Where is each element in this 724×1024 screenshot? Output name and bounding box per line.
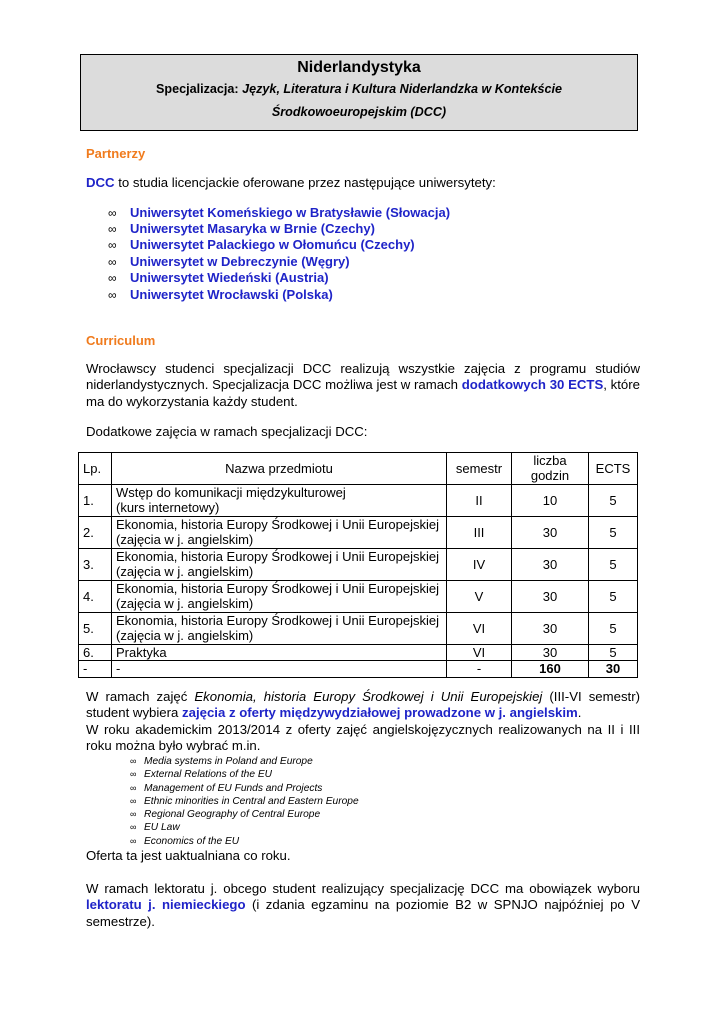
bullet-icon: ∞ xyxy=(108,221,117,236)
list-item: ∞ Economics of the EU xyxy=(130,835,240,847)
dcc-label: DCC xyxy=(86,175,115,190)
english-offer-highlight: zajęcia z oferty międzywydziałowej prowadzone w j. angielskim xyxy=(182,705,578,721)
bullet-icon: ∞ xyxy=(130,795,137,806)
title-box xyxy=(80,54,638,131)
course-name: Ekonomia, historia Europy Środkowej i Unii Europejskiej (zajęcia w j. angielskim) xyxy=(112,516,447,548)
total-hours: 160 xyxy=(512,661,589,678)
curriculum-heading: Curriculum xyxy=(86,332,156,348)
list-item: ∞ Uniwersytet w Debreczynie (Węgry) xyxy=(108,253,350,269)
academic-year-paragraph: W roku akademickim 2013/2014 z oferty zajęć angielskojęzycznych realizowanych na II i III roku można było wybrać m.in. xyxy=(86,721,640,754)
list-item: ∞ Media systems in Poland and Europe xyxy=(130,755,313,767)
bullet-icon: ∞ xyxy=(130,782,137,793)
list-item: ∞ Ethnic minorities in Central and Eastern Europe xyxy=(130,795,359,807)
partners-intro: DCC to studia licencjackie oferowane przez następujące uniwersytety: xyxy=(86,175,496,190)
table-row: 3. Ekonomia, historia Europy Środkowej i Unii Europejskiej (zajęcia w j. angielskim) IV 30 5 xyxy=(79,548,638,580)
bullet-icon: ∞ xyxy=(130,755,137,766)
language-course-paragraph: W ramach lektoratu j. obcego student realizujący specjalizację DCC ma obowiązek wyboru lektoratu j. niemieckiego (i zdania egzaminu na poziomie B2 w SPNJO najpóźniej po V semestrze). xyxy=(86,880,640,929)
list-item: ∞ Uniwersytet Palackiego w Ołomuńcu (Czechy) xyxy=(108,237,415,253)
courses-table xyxy=(78,452,638,678)
bullet-icon: ∞ xyxy=(130,822,137,833)
table-row: 2. Ekonomia, historia Europy Środkowej i Unii Europejskiej (zajęcia w j. angielskim) III 30 5 xyxy=(79,516,638,548)
total-row: - - - 160 30 xyxy=(79,661,638,678)
header-lp: Lp. xyxy=(79,452,112,484)
offer-update-note: Oferta ta jest uaktualniana co roku. xyxy=(86,848,291,864)
page-title: Niderlandystyka xyxy=(297,59,421,76)
course-name: Wstęp do komunikacji międzykulturowej (kurs internetowy) xyxy=(112,484,447,516)
header-name: Nazwa przedmiotu xyxy=(112,452,447,484)
bullet-icon: ∞ xyxy=(108,254,117,269)
table-header-row xyxy=(79,452,638,484)
bullet-icon: ∞ xyxy=(108,205,117,220)
list-item: ∞ Uniwersytet Komeńskiego w Bratysławie (Słowacja) xyxy=(108,204,451,220)
table-row: 6. Praktyka VI 30 5 xyxy=(79,644,638,661)
specialization-name-1: Język, Literatura i Kultura Niderlandzka w Kontekście xyxy=(242,82,562,96)
curriculum-paragraph: Wrocławscy studenci specjalizacji DCC realizują wszystkie zajęcia z programu studiów niderlandystycznych. Specjalizacja DCC możliwa jest w ramach dodatkowych 30 ECTS, które ma do wykorzystania każdy student. xyxy=(86,360,640,409)
specialization-name-2: Środkowoeuropejskim (DCC) xyxy=(271,105,447,119)
list-item: ∞ External Relations of the EU xyxy=(130,769,272,781)
document-page xyxy=(83,54,640,930)
english-courses-paragraph: W ramach zajęć Ekonomia, historia Europy Środkowej i Unii Europejskiej (III-VI semestr) student wybiera zajęcia z oferty międzywydziałowej prowadzone w j. angielskim. xyxy=(86,688,640,721)
course-name: Praktyka xyxy=(112,644,447,661)
list-item: ∞ Uniwersytet Wiedeński (Austria) xyxy=(108,270,329,286)
list-item: ∞ EU Law xyxy=(130,822,180,834)
additional-courses-intro: Dodatkowe zajęcia w ramach specjalizacji DCC: xyxy=(86,424,368,440)
bullet-icon: ∞ xyxy=(130,809,137,820)
bullet-icon: ∞ xyxy=(130,835,137,846)
header-hours: liczba godzin xyxy=(512,452,589,484)
list-item: ∞ Regional Geography of Central Europe xyxy=(130,809,321,821)
header-semester: semestr xyxy=(447,452,512,484)
list-item: ∞ Uniwersytet Masaryka w Brnie (Czechy) xyxy=(108,220,375,236)
english-course-list xyxy=(86,755,640,848)
bullet-icon: ∞ xyxy=(130,769,137,780)
header-ects: ECTS xyxy=(589,452,638,484)
table-row: 1. Wstęp do komunikacji międzykulturowej (kurs internetowy) II 10 5 xyxy=(79,484,638,516)
bullet-icon: ∞ xyxy=(108,238,117,253)
university-list xyxy=(86,205,640,303)
specialization-line xyxy=(81,78,637,101)
list-item: ∞ Uniwersytet Wrocławski (Polska) xyxy=(108,286,333,302)
table-row: 4. Ekonomia, historia Europy Środkowej i Unii Europejskiej (zajęcia w j. angielskim) V 30 5 xyxy=(79,580,638,612)
bullet-icon: ∞ xyxy=(108,287,117,302)
course-name: Ekonomia, historia Europy Środkowej i Unii Europejskiej (zajęcia w j. angielskim) xyxy=(112,548,447,580)
table-row: 5. Ekonomia, historia Europy Środkowej i Unii Europejskiej (zajęcia w j. angielskim) VI 30 5 xyxy=(79,612,638,644)
total-ects: 30 xyxy=(589,661,638,678)
course-name: Ekonomia, historia Europy Środkowej i Unii Europejskiej (zajęcia w j. angielskim) xyxy=(112,580,447,612)
additional-ects: dodatkowych 30 ECTS xyxy=(461,377,604,393)
list-item: ∞ Management of EU Funds and Projects xyxy=(130,782,323,794)
partners-heading: Partnerzy xyxy=(86,146,146,161)
german-course-highlight: lektoratu j. niemieckiego xyxy=(86,897,246,913)
course-name: Ekonomia, historia Europy Środkowej i Unii Europejskiej (zajęcia w j. angielskim) xyxy=(112,612,447,644)
specialization-label: Specjalizacja: xyxy=(156,82,239,96)
bullet-icon: ∞ xyxy=(108,271,117,286)
